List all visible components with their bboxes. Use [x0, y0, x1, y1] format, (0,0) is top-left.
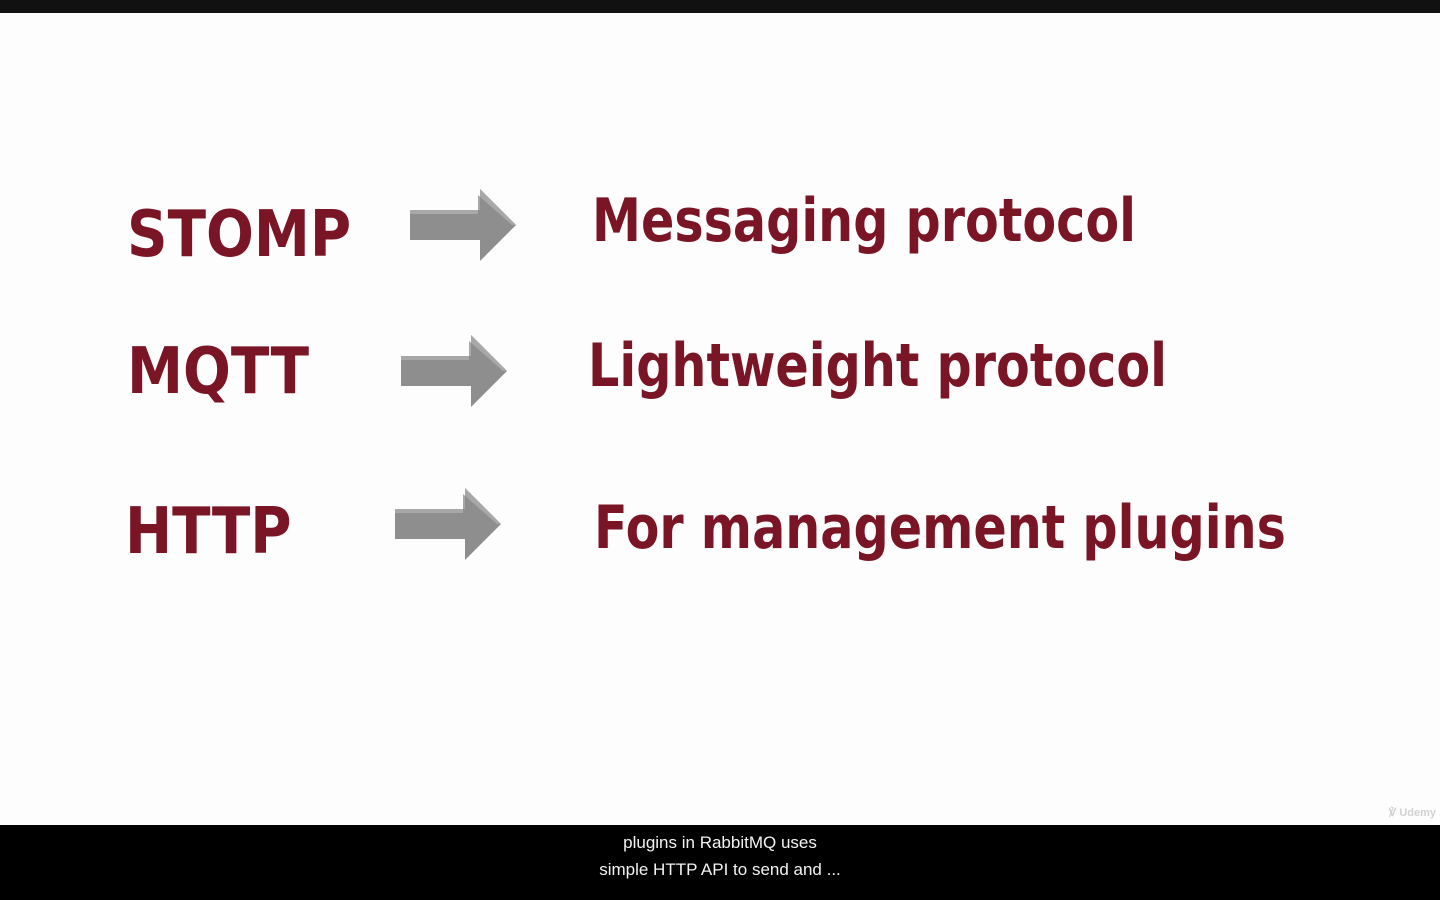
desc-lightweight-protocol: Lightweight protocol	[588, 331, 1167, 401]
term-stomp: STOMP	[127, 198, 352, 272]
term-http: HTTP	[125, 495, 292, 569]
term-mqtt: MQTT	[127, 335, 310, 409]
desc-messaging-protocol: Messaging protocol	[592, 186, 1136, 256]
watermark-text: Udemy	[1399, 807, 1436, 819]
arrow-right-icon	[408, 187, 518, 263]
udemy-watermark	[1389, 806, 1436, 819]
top-letterbox-bar	[0, 0, 1440, 13]
caption-line-2: simple HTTP API to send and ...	[599, 860, 841, 879]
caption-bar	[0, 825, 1440, 900]
arrow-right-icon	[393, 486, 503, 562]
slide-content	[0, 13, 1440, 825]
udemy-logo-icon: ℣	[1388, 807, 1397, 819]
desc-management-plugins: For management plugins	[594, 493, 1286, 563]
arrow-right-icon	[399, 333, 509, 409]
caption-line-1: plugins in RabbitMQ uses	[623, 833, 817, 852]
